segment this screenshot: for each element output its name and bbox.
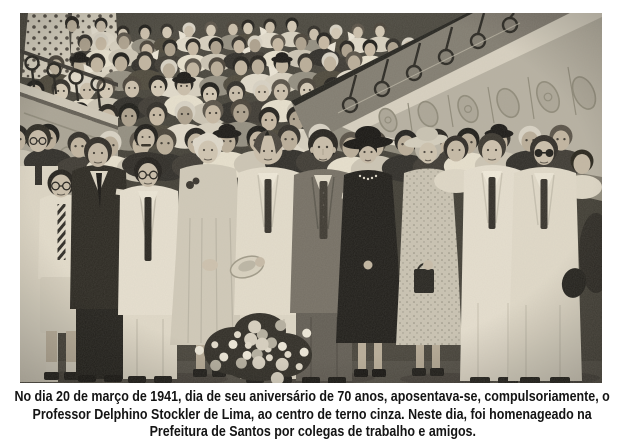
caption-line: Professor Delphino Stockler de Lima, ao centro de terno cinza. Neste dia, foi homenageado na bbox=[32, 406, 593, 423]
photo-grain bbox=[20, 13, 602, 383]
caption-line: No dia 20 de março de 1941, dia de seu aniversário de 70 anos, aposentava-se, compulsoriamente, o bbox=[14, 389, 611, 405]
photo-caption bbox=[0, 389, 625, 442]
caption-line: Prefeitura de Santos por colegas de trabalho e amigos. bbox=[149, 424, 476, 440]
group-photograph bbox=[20, 13, 602, 383]
